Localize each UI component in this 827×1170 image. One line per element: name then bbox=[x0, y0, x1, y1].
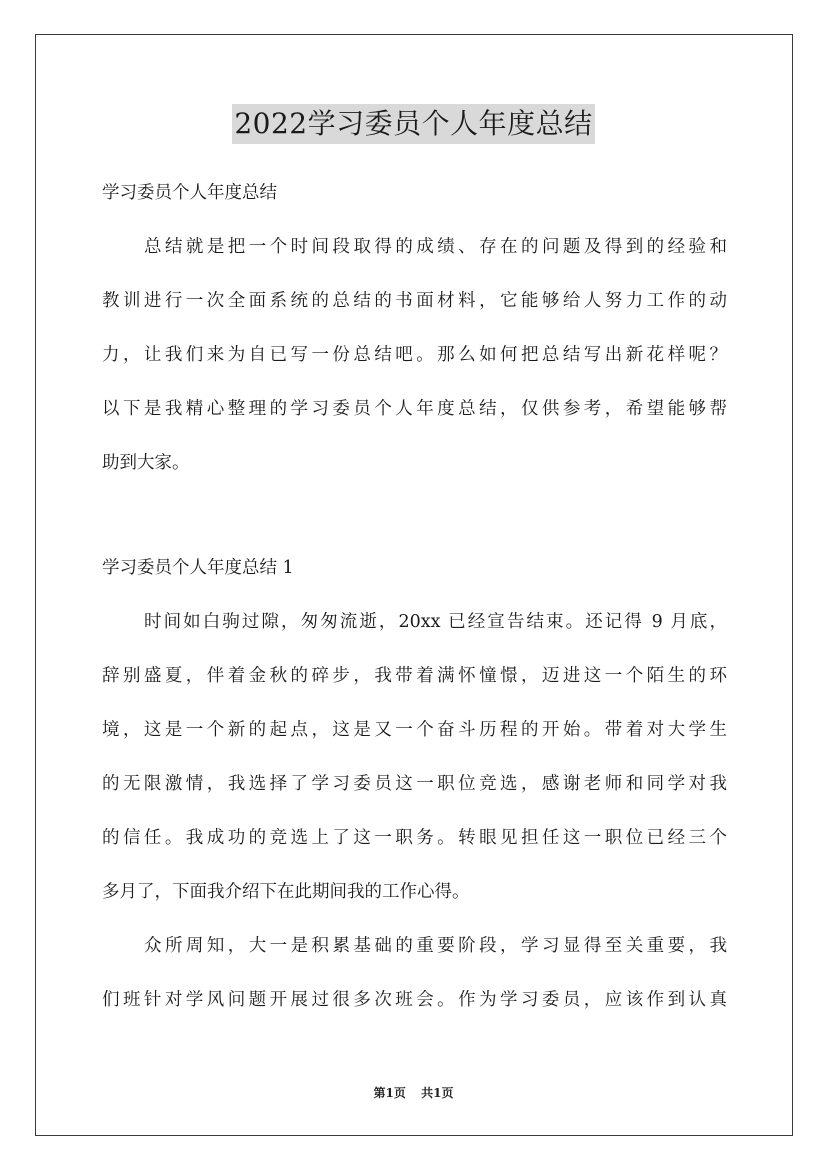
section1-paragraph-1 bbox=[102, 599, 727, 923]
document-title-text: 2022学习委员个人年度总结 bbox=[232, 104, 594, 144]
page-number: 第1页 bbox=[373, 1086, 406, 1100]
paragraph-line: 的信任。我成功的竞选上了这一职务。转眼见担任这一职位已经三个 bbox=[102, 828, 727, 848]
paragraph-line: 境，这是一个新的起点，这是又一个奋斗历程的开始。带着对大学生 bbox=[102, 720, 727, 740]
paragraph-line: 总结就是把一个时间段取得的成绩、存在的问题及得到的经验和 bbox=[144, 237, 727, 257]
paragraph-gap bbox=[102, 494, 727, 545]
paragraph-line: 教训进行一次全面系统的总结的书面材料，它能够给人努力工作的动 bbox=[102, 291, 727, 311]
page-total: 共1页 bbox=[421, 1086, 454, 1100]
paragraph-line: 力，让我们来为自已写一份总结吧。那么如何把总结写出新花样呢？ bbox=[102, 345, 727, 365]
subtitle: 学习委员个人年度总结 bbox=[102, 183, 277, 203]
page-footer bbox=[0, 1084, 827, 1101]
paragraph-line: 辞别盛夏，伴着金秋的碎步，我带着满怀憧憬，迈进这一个陌生的环 bbox=[102, 666, 727, 686]
section1-paragraph-2 bbox=[102, 923, 727, 1031]
paragraph-line: 多月了，下面我介绍下在此期间我的工作心得。 bbox=[102, 882, 470, 902]
paragraph-line: 们班针对学风问题开展过很多次班会。作为学习委员，应该作到认真 bbox=[102, 990, 727, 1010]
intro-paragraph bbox=[102, 224, 727, 494]
paragraph-line: 助到大家。 bbox=[102, 453, 190, 473]
document-title bbox=[0, 104, 827, 144]
paragraph-line: 的无限激情，我选择了学习委员这一职位竞选，感谢老师和同学对我 bbox=[102, 774, 727, 794]
document-body bbox=[102, 170, 727, 1031]
paragraph-line: 众所周知，大一是积累基础的重要阶段，学习显得至关重要，我 bbox=[144, 936, 727, 956]
paragraph-line: 以下是我精心整理的学习委员个人年度总结，仅供参考，希望能够帮 bbox=[102, 399, 727, 419]
paragraph-line: 时间如白驹过隙，匆匆流逝，20xx 已经宣告结束。还记得 9 月底， bbox=[144, 612, 727, 632]
section-heading: 学习委员个人年度总结 1 bbox=[102, 558, 294, 578]
